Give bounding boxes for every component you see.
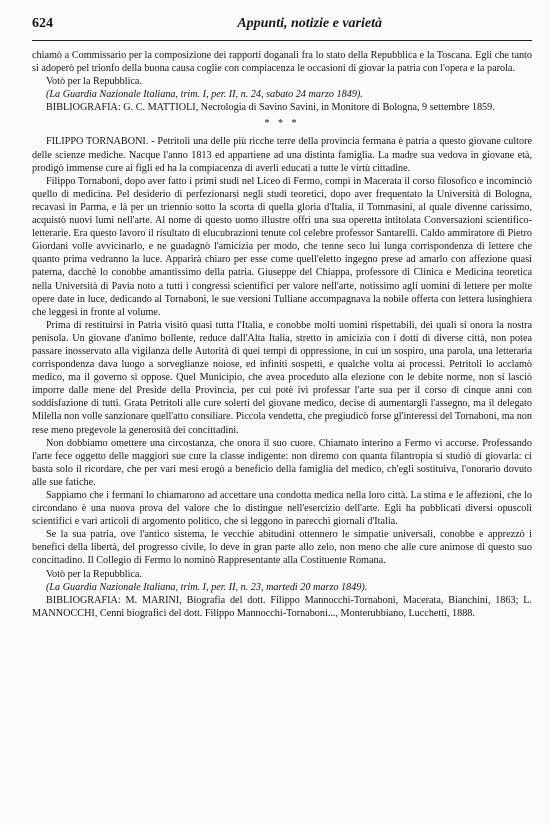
bibliography: BIBLIOGRAFIA: M. MARINI, Biografia del dott. Filippo Mannocchi-Tornaboni, Macerata, Bianchini, 1863; L. MANNOCCHI, Cenni biografici del dott. Filippo Mannocchi-Tornaboni..., Monterubbiano, Lucchetti, 1888. [32,594,532,619]
paragraph: FILIPPO TORNABONI. - Petritoli una delle più ricche terre della provincia fermana è patria a questo giovane cultore delle scienze mediche. Nacque l'anno 1813 ed appartiene ad una distinta famiglia. La madre sua vedova in giovane età, prodigò immense cure ai figli ed ha la compiacenza di averli educati a tutte le virtù cittadine. [32,136,532,174]
vote-line: Votò per la Repubblica. [46,568,143,580]
page-header [32,16,532,38]
paragraph: Prima di restituirsi in Patria visitò quasi tutta l'Italia, e conobbe molti uomini rispettabili, dei quali si onora la nostra penisola. Un giovane d'animo bollente, reduce dall'Alta Italia, stretto in amicizia con i dotti di diverse città, non potea passare inosservato alla vigilanza delle Autorità di quei tempi di oppressione, in cui un sospiro, una parola, una letteraria corrispondenza dava luogo a sorveglianze noiose, ed infiniti sospetti, e qualche volta ai processi. Petritoli lo acclamò medico, ma il governo si oppose. Quel Municipio, che avea proceduto alla elezione con le debite norme, non si lasciò imporre dalle mene del Preside della Provincia, per cui potè ivi professar l'arte sua per il corso di cinque anni con soddisfazione di tutti. Grata Petritoli alle cure solerti del giovane medico, decise di aumentargli l'assegno, ma il delegato Milella non volle sanzionare quell'atto consiliare. Piccola vendetta, che pregiudicò forse gl'interessi del Tornaboni, ma non rese meno pregevole la generosità dei concittadini. [32,319,532,436]
source-citation: (La Guardia Nazionale Italiana, trim. I, per. II, n. 24, sabato 24 marzo 1849). [46,89,363,101]
vote-line: Votò per la Repubblica. [46,76,143,88]
paragraph: Non dobbiamo omettere una circostanza, che onora il suo cuore. Chiamato interino a Fermo vi accorse. Professando l'arte fece oggetto delle maggiori sue cure la classe indigente: non diremo con quanta filantropia si studiò di giovarla: ci basta solo il ricordare, che per vari mesi erogò a beneficio della famiglia del medico, ch'egli sostituiva, l'onorario dovuto alle sue fatiche. [32,437,532,488]
paragraph: Sappiamo che i fermani lo chiamarono ad accettare una condotta medica nella loro città. La stima e le affezioni, che lo circondano è una nuova prova del valore che lo distingue nell'esercizio dell'arte. Egli ha pubblicati diversi opuscoli scientifici e vari articoli di argomento politico, che si leggono in parecchi giornali d'Italia. [32,490,532,528]
paragraph: chiamò a Commissario per la composizione dei rapporti doganali fra lo stato della Repubblica e la Toscana. Egli che tanto si adoperò pel trionfo della buona causa coglie con compiacenza le occasioni di giovar la patria con l'opera e la parola. [32,50,532,75]
page-number: 624 [32,16,53,31]
running-title: Appunti, notizie e varietà [237,16,382,31]
source-citation: (La Guardia Nazionale Italiana, trim. I, per. II, n. 23, martedì 20 marzo 1849). [46,581,368,593]
header-rule [32,40,532,41]
bibliography: BIBLIOGRAFIA: G. C. MATTIOLI, Necrologia di Savino Savini, in Monitore di Bologna, 9 settembre 1859. [46,102,495,114]
paragraph: Filippo Tornaboni, dopo aver fatto i primi studi nel Liceo di Fermo, compì in Macerata il corso filosofico e incominciò quello di medicina. Pel desiderio di perfezionarsi negli studi teoretici, dopo aver frequentato la Università di Bologna, recavasi in Parma, e là per un triennio sotto la scorta di quella gloria d'Italia, il Tommasini, al quale divenne carissimo, acquistò nuovi lumi nell'arte. Al nome di questo uomo illustre offrì una sua operetta intitolata Conversazioni scientifico-letterarie. Era questo lavoro il risultato di elucubrazioni tenute col celebre professor Santarelli. Caldo ammiratore di Pietro Giordani volle avvicinarlo, e ne guadagnò l'amicizia per modo, che tenne seco lui lunga corrispondenza di lettere che quanto prima vedranno la luce. Apparirà chiaro per esse come quell'eletto ingegno prese ad amarlo con affezione quasi paterna, dacchè lo conobbe amantissimo della patria. Giuseppe del Chiappa, professore di Clinica e Medicina teoretica nella Università di Pavia noto a tutti i congressi scientifici per valore nell'arte, notissimo agli uomini di lettere per molte opere date in luce, dedicando al Tornaboni, le sue versioni Tulliane accompagnava la nobile offerta con lettera lusinghiera che leggesi in fronte al volume. [32,175,532,318]
paragraph: Se la sua patria, ove l'antico sistema, le vecchie abitudini ottennero le simpatie universali, conobbe e apprezzò i benefici della libertà, del progresso civile, lo deve in gran parte allo zelo, non meno che alle cure animose di questo suo concittadino. Il Collegio di Fermo lo nominò Rappresentante alla Costituente Romana. [32,529,532,567]
section-separator: * * * [264,118,300,130]
